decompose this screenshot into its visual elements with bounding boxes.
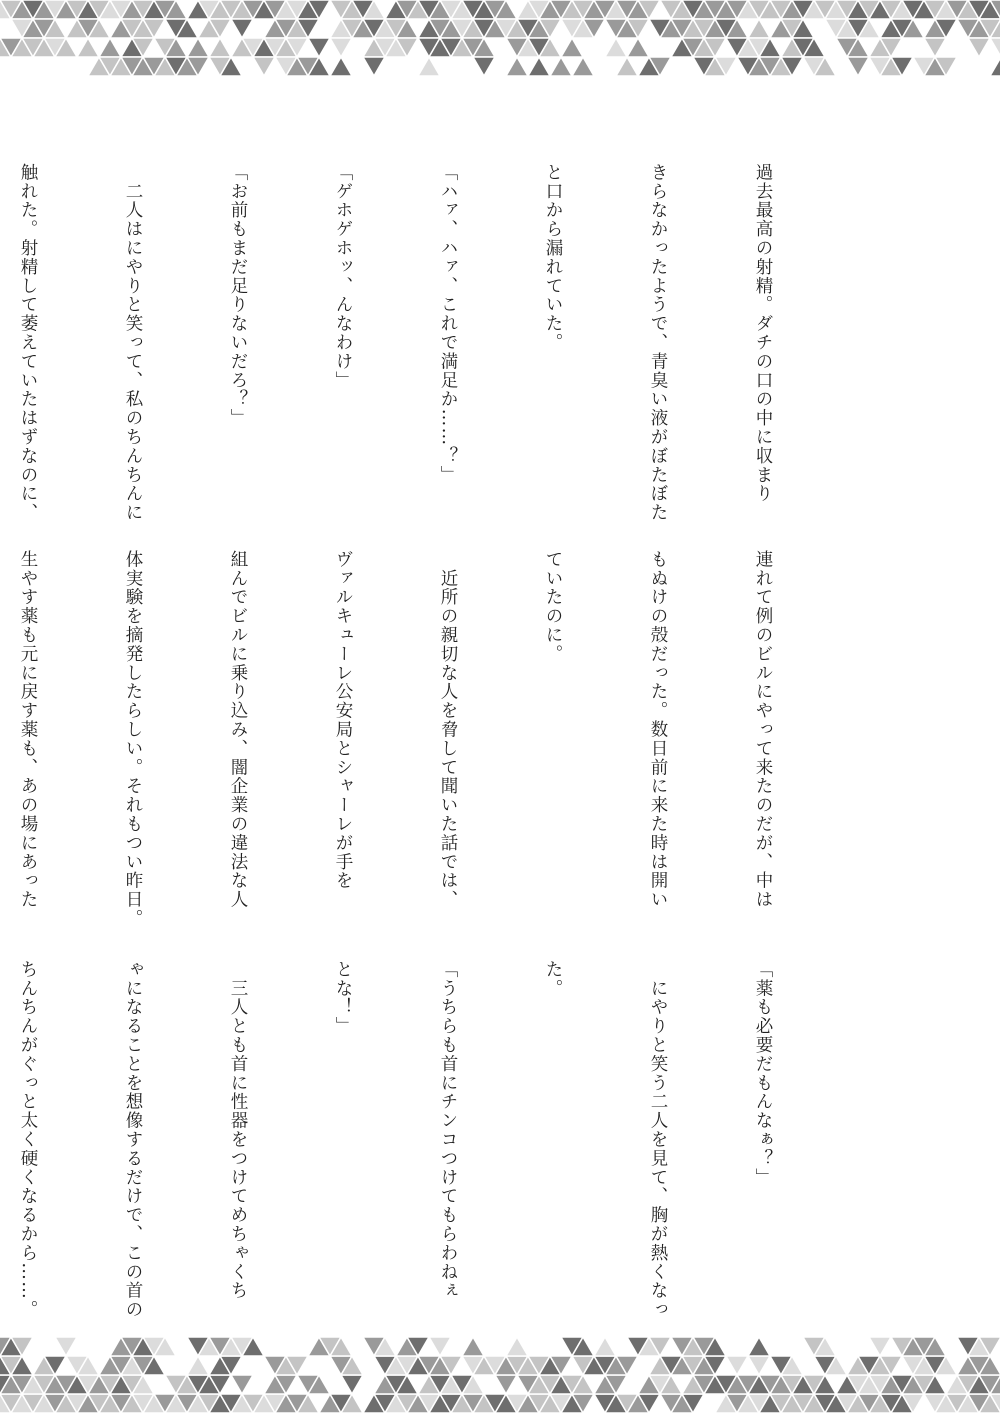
border-triangle (594, 1337, 616, 1356)
border-triangle (55, 1337, 77, 1356)
text-block-bottom (0, 960, 850, 1320)
border-triangle (528, 57, 550, 76)
paragraph-line: と口から漏れていた。 (543, 163, 563, 352)
dialogue-line: とな！」 (333, 960, 353, 1036)
border-triangle (572, 57, 594, 76)
border-triangle (209, 38, 231, 57)
text-block-middle (0, 550, 850, 950)
border-triangle (495, 1375, 517, 1394)
border-triangle (561, 38, 583, 57)
border-triangle (330, 57, 352, 76)
dialogue-line: 「うちらも首にチンコつけてもらわねぇ (438, 960, 458, 1301)
border-triangle (187, 1356, 209, 1375)
triangle-pattern-top (0, 0, 1000, 90)
border-triangle (308, 38, 330, 57)
border-triangle (869, 1337, 891, 1356)
paragraph-line: 生やす薬も元に戻す薬も、あの場にあった (18, 550, 38, 910)
paragraph-line: もぬけの殻だった。数日前に来た時は開い (648, 550, 668, 910)
border-triangle (990, 38, 1000, 57)
border-triangle (473, 57, 495, 76)
border-triangle (748, 1337, 770, 1356)
paragraph-line: 連れて例のビルにやって来たのだが、中は (753, 550, 773, 910)
text-block-top (0, 163, 850, 523)
dialogue-line: 「ゲホゲホッ、んなわけ」 (333, 163, 353, 390)
border-triangle (363, 57, 385, 76)
paragraph-line: 過去最高の射精。ダチの口の中に収まり (753, 163, 773, 504)
border-triangle (77, 38, 99, 57)
border-triangle (726, 1356, 748, 1375)
paragraph-line: 体実験を摘発したらしい。それもつい昨日。 (123, 550, 143, 928)
dialogue-line: 「お前もまだ足りないだろ？」 (228, 163, 248, 428)
paragraph-line: ヴァルキューレ公安局とシャーレが手を (333, 550, 353, 891)
paragraph-line: 触れた。射精して萎えていたはずなのに、 (18, 163, 38, 523)
border-triangle (429, 1337, 451, 1356)
paragraph-line: 二人はにやりと笑って、私のちんちんに (123, 163, 143, 523)
border-triangle (605, 38, 627, 57)
border-triangle (418, 57, 440, 76)
triangle-pattern-bottom (0, 1323, 1000, 1413)
border-triangle (550, 57, 572, 76)
border-triangle (231, 1375, 253, 1394)
border-triangle (990, 57, 1000, 76)
border-triangle (506, 57, 528, 76)
paragraph-line: きらなかったようで、青臭い液がぼたぼた (648, 163, 668, 523)
border-triangle (968, 38, 990, 57)
border-triangle (847, 57, 869, 76)
paragraph-line: ゃになることを想像するだけで、この首の (123, 960, 143, 1320)
paragraph-line: 組んでビルに乗り込み、闇企業の違法な人 (228, 550, 248, 910)
bottom-triangle-border (0, 1323, 1000, 1413)
top-triangle-border (0, 0, 1000, 90)
dialogue-line: 「ハァ、ハァ、これで満足か……？」 (438, 163, 458, 485)
border-triangle (341, 1375, 363, 1394)
paragraph-line: 三人とも首に性器をつけてめちゃくち (228, 960, 248, 1301)
border-triangle (616, 57, 638, 76)
border-triangle (187, 38, 209, 57)
dialogue-line: 「薬も必要だもんなぁ？」 (753, 960, 773, 1187)
border-triangle (924, 38, 946, 57)
border-triangle (748, 1356, 770, 1375)
border-triangle (462, 1337, 484, 1356)
border-triangle (748, 19, 770, 38)
paragraph-line: ちんちんがぐっと太く硬くなるから……。 (18, 960, 38, 1320)
border-triangle (627, 38, 649, 57)
paragraph-line: 近所の親切な人を脅して聞いた話では、 (438, 550, 458, 910)
border-triangle (99, 38, 121, 57)
paragraph-line: ていたのに。 (543, 550, 563, 664)
border-triangle (506, 1337, 528, 1356)
border-triangle (330, 38, 352, 57)
border-triangle (231, 19, 253, 38)
paragraph-line: にやりと笑う二人を見て、胸が熱くなっ (648, 960, 668, 1320)
border-triangle (253, 57, 275, 76)
paragraph-line: た。 (543, 960, 563, 998)
